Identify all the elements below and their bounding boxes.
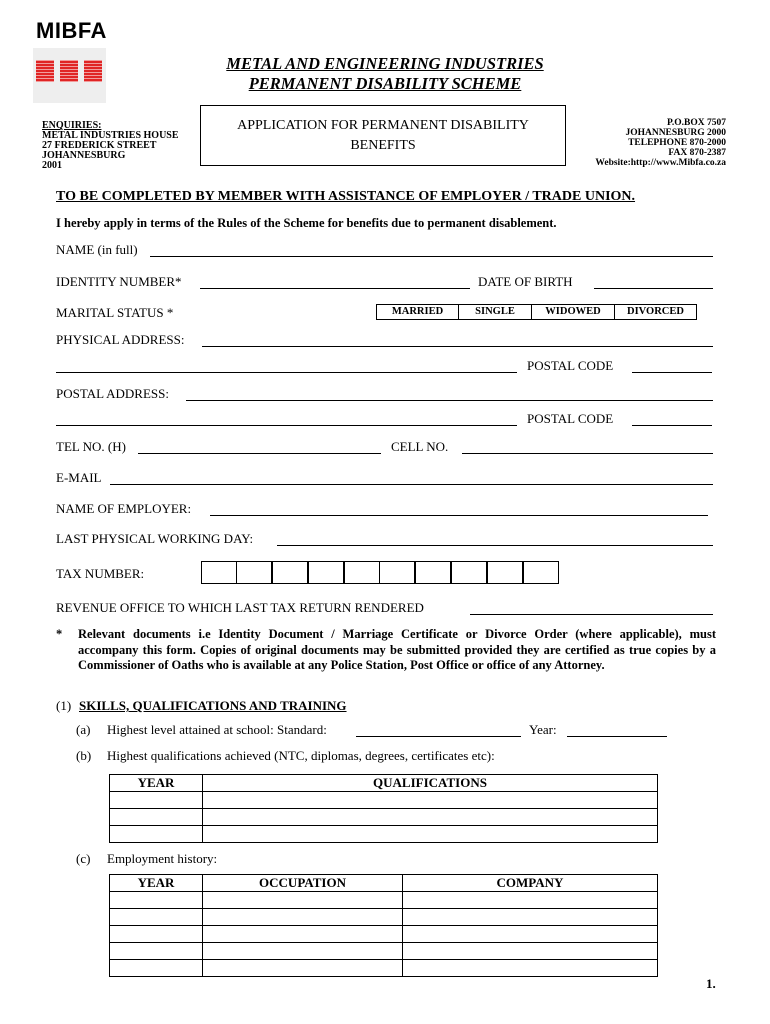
table-row [110,909,658,926]
table-cell[interactable] [203,826,658,843]
employment-table [109,874,658,977]
email-field[interactable] [110,484,713,485]
table-cell[interactable] [110,960,203,977]
contact-line: TELEPHONE 870-2000 [628,138,726,148]
qualifications-label: Highest qualifications achieved (NTC, diplomas, degrees, certificates etc): [107,748,495,763]
school-year-label: Year: [529,722,557,737]
table-cell[interactable] [403,926,658,943]
application-title: BENEFITS [350,138,416,153]
school-year-field[interactable] [567,736,667,737]
table-cell[interactable] [203,943,403,960]
tax-digit-box[interactable] [487,561,523,584]
table-header-row [110,775,658,792]
address-line: 27 FREDERICK STREET [42,140,157,151]
table-cell[interactable] [403,892,658,909]
postal-address-label: POSTAL ADDRESS: [56,386,169,401]
table-cell[interactable] [110,809,203,826]
physical-postal-code-field[interactable] [632,372,712,373]
address-line: 2001 [42,160,62,171]
postal-code-label: POSTAL CODE [527,411,614,426]
last-working-day-label: LAST PHYSICAL WORKING DAY: [56,531,254,546]
name-label: NAME (in full) [56,242,138,257]
page-number: 1. [706,976,716,991]
email-label: E-MAIL [56,470,102,485]
identity-field[interactable] [200,288,470,289]
table-header-row [110,875,658,892]
table-row [110,792,658,809]
employment-history-label: Employment history: [107,851,218,866]
last-working-day-field[interactable] [277,545,713,546]
physical-address-field[interactable] [202,346,713,347]
table-cell[interactable] [403,943,658,960]
physical-address-label: PHYSICAL ADDRESS: [56,332,185,347]
application-title-box [200,105,566,166]
dob-label: DATE OF BIRTH [478,274,573,289]
table-cell[interactable] [203,809,658,826]
employer-field[interactable] [210,515,708,516]
tax-number-label: TAX NUMBER: [56,566,145,581]
school-standard-field[interactable] [356,736,521,737]
tax-digit-box[interactable] [523,561,559,584]
note-asterisk: * [56,627,63,641]
website-link[interactable]: Website:http://www.Mibfa.co.za [595,158,726,168]
tax-digit-box[interactable] [201,561,237,584]
item-c-label: (c) [76,851,91,866]
address-line: METAL INDUSTRIES HOUSE [42,130,179,141]
section-heading: TO BE COMPLETED BY MEMBER WITH ASSISTANCE OF EMPLOYER / TRADE UNION. [56,189,636,204]
page-title: METAL AND ENGINEERING INDUSTRIES [226,54,544,73]
table-row [110,960,658,977]
table-cell[interactable] [110,926,203,943]
tax-digit-box[interactable] [272,561,308,584]
contact-line: P.O.BOX 7507 [666,118,726,128]
divorced-option[interactable]: DIVORCED [614,304,697,320]
table-cell[interactable] [203,792,658,809]
contact-line: FAX 870-2387 [668,148,726,158]
table-cell[interactable] [110,943,203,960]
table-cell[interactable] [403,909,658,926]
documents-note [56,627,716,674]
marital-status-label: MARITAL STATUS * [56,305,174,320]
table-cell[interactable] [203,909,403,926]
qualifications-table [109,774,658,843]
logo-text: MIBFA [36,18,107,43]
dob-field[interactable] [594,288,713,289]
cell-label: CELL NO. [391,439,449,454]
table-row [110,892,658,909]
postal-address-field[interactable] [186,400,713,401]
section-title: SKILLS, QUALIFICATIONS AND TRAINING [79,698,347,713]
married-option[interactable]: MARRIED [376,304,459,320]
tax-digit-box[interactable] [451,561,487,584]
qualifications-header: QUALIFICATIONS [203,775,658,792]
school-standard-label: Highest level attained at school: Standard: [107,722,327,737]
tax-digit-box[interactable] [308,561,344,584]
item-a-label: (a) [76,722,91,737]
postal-address-line2[interactable] [56,425,517,426]
table-cell[interactable] [403,960,658,977]
intro-text: I hereby apply in terms of the Rules of the Scheme for benefits due to permanent disablement. [56,216,557,230]
physical-address-line2[interactable] [56,372,517,373]
tax-digit-box[interactable] [415,561,451,584]
year-header: YEAR [110,775,203,792]
section-number: (1) [56,698,72,713]
occupation-header: OCCUPATION [203,875,403,892]
widowed-option[interactable]: WIDOWED [531,304,615,320]
table-cell[interactable] [203,892,403,909]
table-cell[interactable] [110,892,203,909]
employer-label: NAME OF EMPLOYER: [56,501,192,516]
page-subtitle: PERMANENT DISABILITY SCHEME [248,74,522,93]
table-row [110,826,658,843]
table-cell[interactable] [110,826,203,843]
postal-postal-code-field[interactable] [632,425,712,426]
address-line: JOHANNESBURG [42,150,126,161]
table-row [110,926,658,943]
table-cell[interactable] [110,792,203,809]
tel-field[interactable] [138,453,381,454]
tax-digit-box[interactable] [379,561,415,584]
tel-label: TEL NO. (H) [56,439,126,454]
table-cell[interactable] [110,909,203,926]
contact-line: JOHANNESBURG 2000 [625,128,726,138]
cell-field[interactable] [462,453,713,454]
table-cell[interactable] [203,926,403,943]
note-text: Relevant documents i.e Identity Document / Marriage Certificate or Divorce Order (where applicable), must accompany this form. Copies of original documents may be submitted provided they are certified as true copies by a Commissioner of Oaths who is available at any Police Station, Post Office or office of any Attorney. [78,627,716,672]
tax-digit-box[interactable] [344,561,380,584]
application-title: APPLICATION FOR PERMANENT DISABILITY [237,118,529,133]
enquiries-address [42,121,179,171]
postal-code-label: POSTAL CODE [527,358,614,373]
enquiries-label: ENQUIRIES: [42,120,102,131]
year-header: YEAR [110,875,203,892]
table-cell[interactable] [203,960,403,977]
revenue-office-label: REVENUE OFFICE TO WHICH LAST TAX RETURN RENDERED [56,600,424,615]
name-field[interactable] [150,256,713,257]
contact-details [560,118,726,168]
table-row [110,943,658,960]
table-row [110,809,658,826]
revenue-office-field[interactable] [470,614,713,615]
company-header: COMPANY [403,875,658,892]
single-option[interactable]: SINGLE [458,304,532,320]
tax-digit-box[interactable] [236,561,272,584]
item-b-label: (b) [76,748,92,763]
identity-label: IDENTITY NUMBER* [56,274,182,289]
